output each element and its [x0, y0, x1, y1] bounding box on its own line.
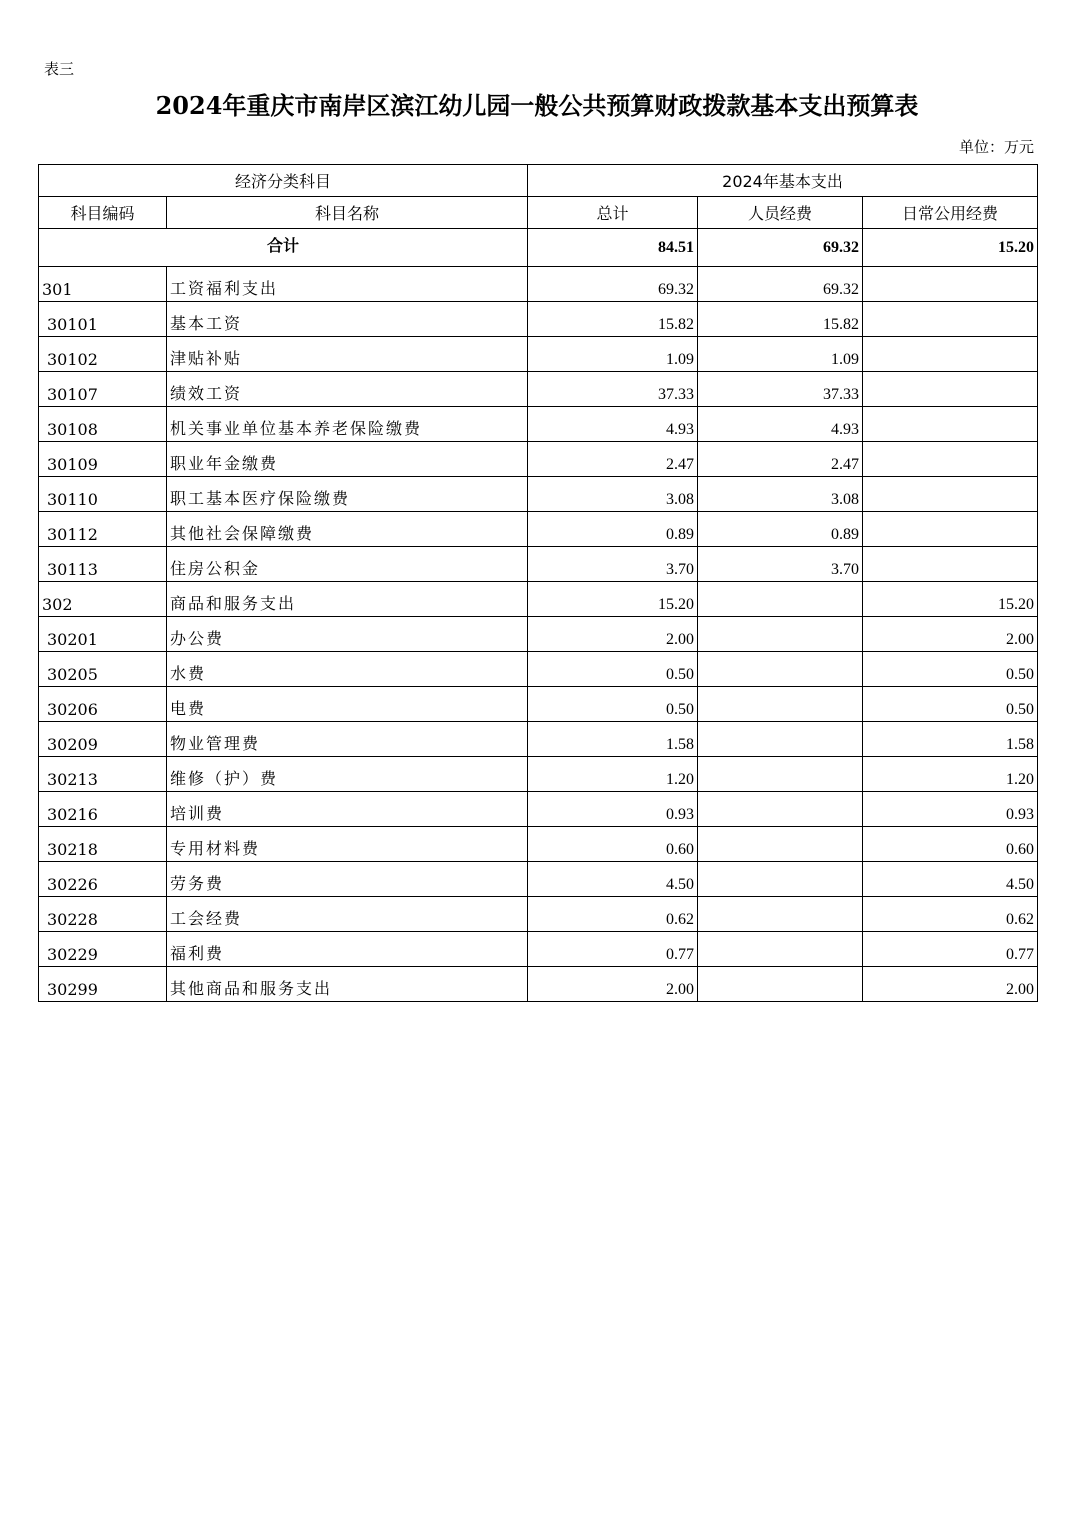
row-total: 2.00 — [528, 967, 698, 1002]
row-personnel — [698, 722, 863, 757]
row-personnel: 1.09 — [698, 337, 863, 372]
table-row — [39, 827, 1038, 862]
header-basic-expenditure: 2024年基本支出 — [528, 165, 1038, 197]
row-name: 商品和服务支出 — [167, 582, 528, 617]
table-row — [39, 757, 1038, 792]
row-code: 30226 — [39, 862, 167, 897]
header-total: 总计 — [528, 197, 698, 229]
row-code: 30206 — [39, 687, 167, 722]
row-name: 其他商品和服务支出 — [167, 967, 528, 1002]
row-public — [863, 267, 1038, 302]
row-name: 电费 — [167, 687, 528, 722]
page-title: 2024年重庆市南岸区滨江幼儿园一般公共预算财政拨款基本支出预算表 — [155, 91, 919, 120]
row-name: 福利费 — [167, 932, 528, 967]
row-code: 30112 — [39, 512, 167, 547]
row-total: 0.60 — [528, 827, 698, 862]
row-public — [863, 302, 1038, 337]
header-code: 科目编码 — [39, 197, 167, 229]
row-total: 1.20 — [528, 757, 698, 792]
row-public: 0.77 — [863, 932, 1038, 967]
row-personnel — [698, 792, 863, 827]
row-personnel — [698, 862, 863, 897]
table-row — [39, 582, 1038, 617]
row-personnel: 2.47 — [698, 442, 863, 477]
table-row — [39, 407, 1038, 442]
row-code: 30216 — [39, 792, 167, 827]
table-row — [39, 967, 1038, 1002]
row-personnel: 4.93 — [698, 407, 863, 442]
row-public — [863, 372, 1038, 407]
total-public: 15.20 — [863, 229, 1038, 267]
row-name: 劳务费 — [167, 862, 528, 897]
row-personnel — [698, 652, 863, 687]
table-row — [39, 722, 1038, 757]
row-total: 2.47 — [528, 442, 698, 477]
row-name: 基本工资 — [167, 302, 528, 337]
row-code: 30110 — [39, 477, 167, 512]
row-total: 1.09 — [528, 337, 698, 372]
row-personnel — [698, 757, 863, 792]
row-total: 0.93 — [528, 792, 698, 827]
row-total: 0.89 — [528, 512, 698, 547]
row-total: 2.00 — [528, 617, 698, 652]
row-personnel — [698, 582, 863, 617]
row-personnel — [698, 897, 863, 932]
table-row — [39, 617, 1038, 652]
row-name: 绩效工资 — [167, 372, 528, 407]
table-row — [39, 477, 1038, 512]
table-row — [39, 932, 1038, 967]
row-code: 30101 — [39, 302, 167, 337]
row-personnel — [698, 967, 863, 1002]
row-personnel: 69.32 — [698, 267, 863, 302]
row-total: 0.50 — [528, 687, 698, 722]
row-public — [863, 407, 1038, 442]
row-public — [863, 477, 1038, 512]
row-total: 37.33 — [528, 372, 698, 407]
row-name: 办公费 — [167, 617, 528, 652]
row-personnel: 3.08 — [698, 477, 863, 512]
total-sum: 84.51 — [528, 229, 698, 267]
row-public: 0.93 — [863, 792, 1038, 827]
header-name: 科目名称 — [167, 197, 528, 229]
row-code: 30213 — [39, 757, 167, 792]
row-public — [863, 547, 1038, 582]
row-name: 其他社会保障缴费 — [167, 512, 528, 547]
row-code: 30229 — [39, 932, 167, 967]
row-name: 专用材料费 — [167, 827, 528, 862]
row-total: 15.82 — [528, 302, 698, 337]
row-name: 工会经费 — [167, 897, 528, 932]
row-personnel: 15.82 — [698, 302, 863, 337]
row-name: 培训费 — [167, 792, 528, 827]
row-public: 2.00 — [863, 967, 1038, 1002]
row-total: 3.08 — [528, 477, 698, 512]
row-personnel: 0.89 — [698, 512, 863, 547]
total-personnel: 69.32 — [698, 229, 863, 267]
row-name: 职业年金缴费 — [167, 442, 528, 477]
row-code: 30205 — [39, 652, 167, 687]
table-label: 表三 — [44, 60, 75, 78]
row-code: 30228 — [39, 897, 167, 932]
table-row — [39, 337, 1038, 372]
header-personnel: 人员经费 — [698, 197, 863, 229]
row-name: 津贴补贴 — [167, 337, 528, 372]
row-name: 职工基本医疗保险缴费 — [167, 477, 528, 512]
row-total: 0.62 — [528, 897, 698, 932]
row-personnel: 3.70 — [698, 547, 863, 582]
row-code: 30107 — [39, 372, 167, 407]
table-row — [39, 512, 1038, 547]
row-code: 302 — [39, 582, 167, 617]
row-code: 30113 — [39, 547, 167, 582]
table-row — [39, 792, 1038, 827]
row-personnel — [698, 932, 863, 967]
total-row — [39, 229, 1038, 267]
table-row — [39, 897, 1038, 932]
row-code: 30102 — [39, 337, 167, 372]
row-public: 2.00 — [863, 617, 1038, 652]
header-group-row — [39, 165, 1038, 197]
table-row — [39, 302, 1038, 337]
row-public: 0.50 — [863, 652, 1038, 687]
table-row — [39, 267, 1038, 302]
row-total: 1.58 — [528, 722, 698, 757]
row-public — [863, 442, 1038, 477]
row-code: 301 — [39, 267, 167, 302]
row-public: 0.50 — [863, 687, 1038, 722]
row-code: 30108 — [39, 407, 167, 442]
row-public — [863, 512, 1038, 547]
budget-table — [38, 164, 1038, 1002]
table-row — [39, 862, 1038, 897]
row-personnel — [698, 687, 863, 722]
row-public: 15.20 — [863, 582, 1038, 617]
row-total: 3.70 — [528, 547, 698, 582]
row-public: 1.58 — [863, 722, 1038, 757]
row-total: 0.50 — [528, 652, 698, 687]
row-total: 0.77 — [528, 932, 698, 967]
table-row — [39, 547, 1038, 582]
row-total: 15.20 — [528, 582, 698, 617]
row-total: 4.50 — [528, 862, 698, 897]
row-name: 物业管理费 — [167, 722, 528, 757]
row-total: 69.32 — [528, 267, 698, 302]
header-column-row — [39, 197, 1038, 229]
row-name: 工资福利支出 — [167, 267, 528, 302]
row-personnel — [698, 827, 863, 862]
table-row — [39, 442, 1038, 477]
table-row — [39, 687, 1038, 722]
row-public: 4.50 — [863, 862, 1038, 897]
row-personnel: 37.33 — [698, 372, 863, 407]
row-public: 0.60 — [863, 827, 1038, 862]
table-row — [39, 652, 1038, 687]
row-public — [863, 337, 1038, 372]
row-personnel — [698, 617, 863, 652]
row-name: 住房公积金 — [167, 547, 528, 582]
row-name: 维修（护）费 — [167, 757, 528, 792]
row-public: 0.62 — [863, 897, 1038, 932]
row-name: 机关事业单位基本养老保险缴费 — [167, 407, 528, 442]
row-name: 水费 — [167, 652, 528, 687]
header-public: 日常公用经费 — [863, 197, 1038, 229]
unit-label: 单位：万元 — [958, 138, 1034, 156]
row-code: 30109 — [39, 442, 167, 477]
row-public: 1.20 — [863, 757, 1038, 792]
table-row — [39, 372, 1038, 407]
total-label: 合计 — [39, 229, 528, 267]
row-code: 30201 — [39, 617, 167, 652]
row-code: 30218 — [39, 827, 167, 862]
header-economic-classification: 经济分类科目 — [39, 165, 528, 197]
row-code: 30209 — [39, 722, 167, 757]
row-code: 30299 — [39, 967, 167, 1002]
row-total: 4.93 — [528, 407, 698, 442]
